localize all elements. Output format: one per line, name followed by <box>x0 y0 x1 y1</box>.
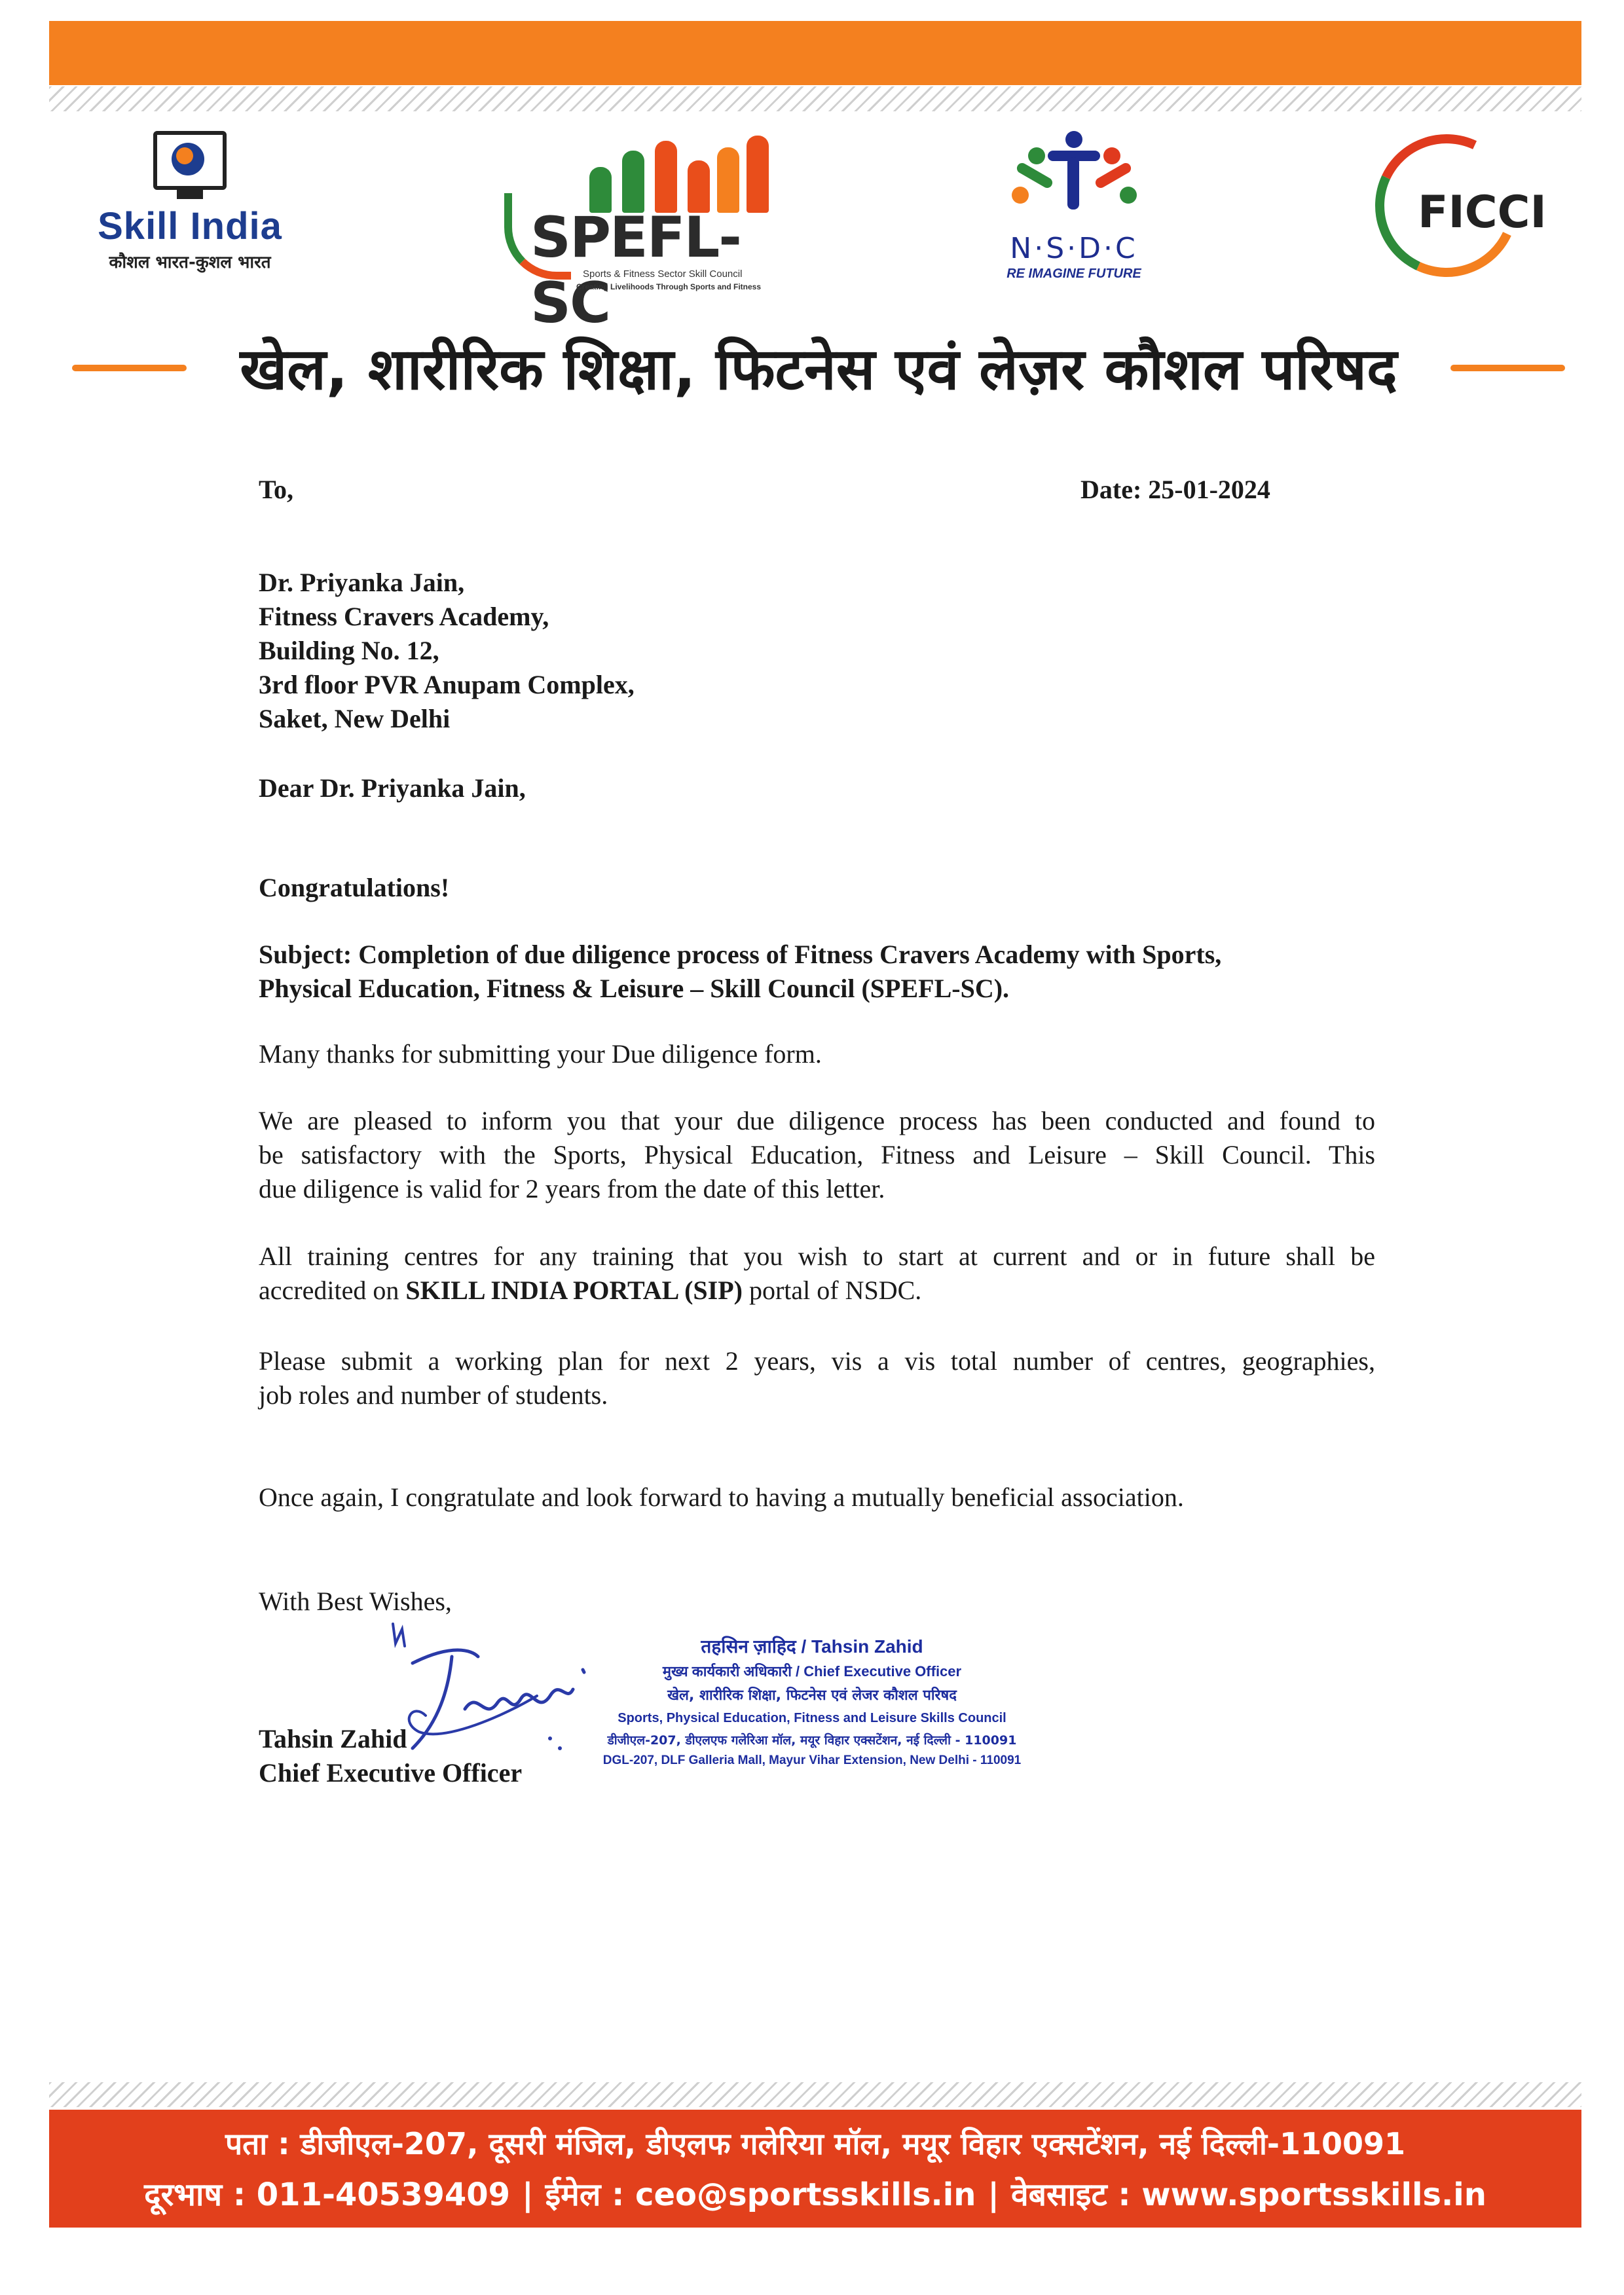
address-line: 3rd floor PVR Anupam Complex, <box>259 670 635 699</box>
header-rule-left <box>72 365 187 371</box>
spefl-sc-logo <box>504 134 779 336</box>
address-line: Dr. Priyanka Jain, <box>259 568 465 597</box>
stamp-address-hindi: डीजीएल-207, डीएलएफ गलेरिआ मॉल, मयूर विहार एक्सटेंशन, नई दिल्ली - 110091 <box>607 1733 1017 1748</box>
paragraph-closing: Once again, I congratulate and look forward to having a mutually beneficial association. <box>259 1482 1184 1512</box>
nsdc-tagline: RE IMAGINE FUTURE <box>1006 266 1141 281</box>
stamp-council-english: Sports, Physical Education, Fitness and Leisure Skills Council <box>618 1711 1006 1725</box>
skill-india-logo <box>82 131 298 301</box>
recipient-to: To, <box>259 475 294 504</box>
people-icon <box>1008 131 1139 229</box>
accredited-text: accredited on <box>259 1276 406 1305</box>
computer-monitor-icon <box>153 131 227 190</box>
skill-india-name: Skill India <box>98 205 282 248</box>
nsdc-logo <box>976 131 1172 295</box>
salutation: Dear Dr. Priyanka Jain, <box>259 773 526 803</box>
header-rule-right <box>1450 365 1565 371</box>
sip-portal-name: SKILL INDIA PORTAL (SIP) <box>405 1276 743 1305</box>
paragraph-line: job roles and number of students. <box>259 1380 608 1410</box>
stamp-designation: मुख्य कार्यकारी अधिकारी / Chief Executive Officer <box>662 1663 962 1680</box>
council-hindi-title: खेल, शारीरिक शिक्षा, फिटनेस एवं लेज़र कौशल परिषद <box>240 335 1397 403</box>
paragraph-thanks: Many thanks for submitting your Due diligence form. <box>259 1039 822 1069</box>
paragraph-line: due diligence is valid for 2 years from the date of this letter. <box>259 1174 885 1203</box>
address-line: Saket, New Delhi <box>259 704 451 733</box>
spefl-name: SPEFL-SC <box>530 205 741 336</box>
paragraph-accreditation <box>259 1239 1375 1308</box>
skill-india-tagline: कौशल भारत-कुशल भारत <box>109 253 271 272</box>
paragraph-working-plan <box>259 1344 1375 1412</box>
subject-text: Subject: Completion of due diligence process of Fitness Cravers Academy with Sports, <box>259 940 1222 969</box>
paragraph-line <box>259 1274 1375 1308</box>
footer-contacts <box>49 2173 1581 2215</box>
spefl-tagline: Creating Livelihoods Through Sports and Fitness <box>576 282 762 291</box>
ficci-name: FICCI <box>1418 187 1547 238</box>
congratulations: Congratulations! <box>259 873 450 902</box>
signer-name: Tahsin Zahid <box>259 1724 407 1753</box>
top-orange-band <box>49 21 1581 85</box>
footer-band <box>49 2110 1581 2228</box>
address-line: Building No. 12, <box>259 636 439 665</box>
address-line: Fitness Cravers Academy, <box>259 602 549 631</box>
footer-phone: दूरभाष : 011-40539409 <box>144 2176 511 2213</box>
signer-block <box>259 1722 522 1790</box>
paragraph-due-diligence <box>259 1104 1375 1206</box>
top-hatch-divider <box>49 86 1581 111</box>
letter-date: Date: 25-01-2024 <box>1080 475 1270 504</box>
nsdc-portal-text: portal of NSDC. <box>742 1276 922 1305</box>
closing-wishes: With Best Wishes, <box>259 1587 452 1616</box>
paragraph-line: We are pleased to inform you that your due diligence process has been conducted and found to <box>259 1106 1375 1135</box>
bottom-hatch-divider <box>49 2082 1581 2107</box>
footer-separator: | <box>522 2176 534 2213</box>
subject-text: Physical Education, Fitness & Leisure – Skill Council (SPEFL-SC). <box>259 974 1010 1003</box>
paragraph-line: Please submit a working plan for next 2 years, vis a vis total number of centres, geographies, <box>259 1346 1375 1376</box>
ficci-logo <box>1369 134 1565 285</box>
paragraph-line: All training centres for any training that you wish to start at current and or in future shall be <box>259 1241 1375 1271</box>
paragraph-line: be satisfactory with the Sports, Physical Education, Fitness and Leisure – Skill Council. This <box>259 1140 1375 1169</box>
stamp-name: तहसिन ज़ाहिद / Tahsin Zahid <box>701 1636 923 1657</box>
athletes-icon <box>583 134 779 213</box>
stamp-address-english: DGL-207, DLF Galleria Mall, Mayur Vihar Extension, New Delhi - 110091 <box>602 1753 1022 1767</box>
official-stamp <box>576 1634 1048 1768</box>
nsdc-name: N·S·D·C <box>1010 232 1138 265</box>
stamp-council-hindi: खेल, शारीरिक शिक्षा, फिटनेस एवं लेजर कौशल परिषद <box>667 1687 957 1704</box>
footer-address: पता : डीजीएल-207, दूसरी मंजिल, डीएलफ गलेरिया मॉल, मयूर विहार एक्सटेंशन, नई दिल्ली-110091 <box>225 2126 1406 2161</box>
footer-email[interactable]: ईमेल : ceo@sportsskills.in <box>545 2176 976 2213</box>
signer-title: Chief Executive Officer <box>259 1758 523 1788</box>
footer-separator: | <box>987 2176 999 2213</box>
footer-website[interactable]: वेबसाइट : www.sportsskills.in <box>1010 2176 1486 2213</box>
spefl-subtitle: Sports & Fitness Sector Skill Council <box>583 268 743 280</box>
subject-line <box>259 938 1221 1006</box>
recipient-address <box>259 566 635 736</box>
